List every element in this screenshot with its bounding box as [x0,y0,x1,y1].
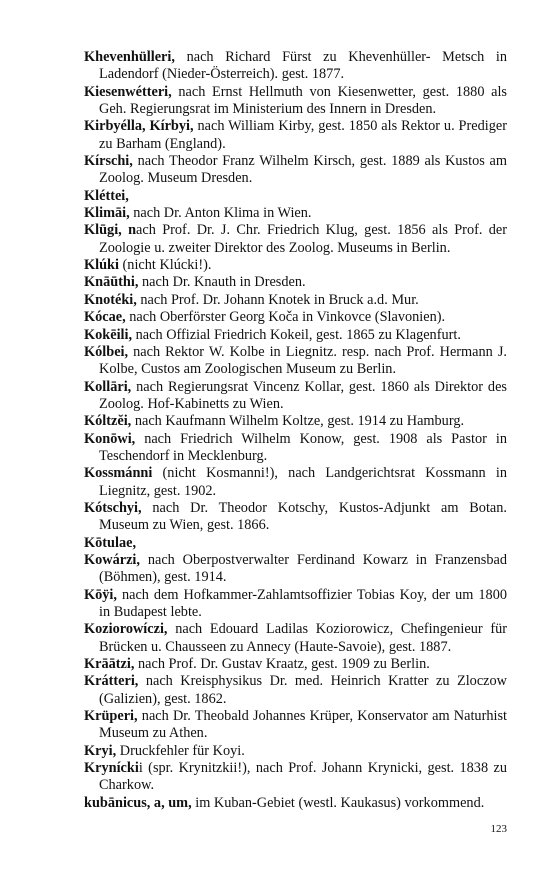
entry-headword: Klimāi, [84,205,130,222]
entry-headword: Kryi, [84,742,117,759]
entry-headword: Kírschi, [84,153,133,170]
entry-definition: nach Oberpostverwalter Ferdinand Kowarz in Franzensbad (Böhmen), gest. 1914. [99,551,507,586]
entry-definition: nach Kaufmann Wilhelm Koltze, gest. 1914 zu Hamburg. [131,413,465,430]
entry-headword: Kōtulae, [84,534,137,551]
dictionary-entry [84,535,507,552]
entry-definition: (nicht Klúcki!). [118,257,212,274]
entry-definition: (nicht Kosmanni!), nach Landgerichtsrat Kossmann in Liegnitz, gest. 1902. [99,465,507,499]
entry-headword: Kollāri, [84,378,132,395]
entry-definition: nach Ernst Hellmuth von Kiesenwetter, gest. 1880 als Geh. Regierungsrat im Ministerium des Innern in Dresden. [99,83,507,118]
entry-headword: Kócae, [84,309,126,326]
entry-headword: Kowárzi, [84,551,140,568]
dictionary-entry [84,153,507,188]
entry-headword: Koziorowíczi, [84,621,168,638]
dictionary-entry [84,309,507,326]
entry-headword: Kōÿi, [84,586,117,603]
entry-headword: Kléttei, [84,187,129,204]
entry-headword: Klúki [84,257,119,274]
dictionary-entry [84,708,507,743]
dictionary-entry [84,188,507,205]
dictionary-entry [84,795,507,812]
dictionary-entry [84,327,507,344]
dictionary-entry [84,292,507,309]
entry-definition: nach Rektor W. Kolbe in Liegnitz. resp. nach Prof. Hermann J. Kolbe, Custos am Zoologischen Museum zu Berlin. [99,343,507,378]
dictionary-entry [84,656,507,673]
entry-definition: nach Regierungsrat Vincenz Kollar, gest. 1860 als Direktor des Zoolog. Hof-Kabinetts zu Wien. [99,378,507,412]
entry-headword: Krátteri, [84,673,139,690]
dictionary-entry [84,587,507,622]
entry-definition: nach Prof. Dr. Gustav Kraatz, gest. 1909 zu Berlin. [134,656,430,673]
entry-definition: nach Kreisphysikus Dr. med. Heinrich Kratter zu Zloczow (Galizien), gest. 1862. [99,673,507,707]
entry-definition: ach Prof. Dr. J. Chr. Friedrich Klug, gest. 1856 als Prof. der Zoologie u. zweiter Direktor des Zoolog. Museums in Berlin. [99,222,508,256]
dictionary-entry [84,552,507,587]
dictionary-entry [84,222,507,257]
dictionary-entry [84,743,507,760]
entry-headword: Khevenhülleri, [84,49,175,65]
entry-definition: nach Friedrich Wilhelm Konow, gest. 1908 als Pastor in Teschendorf in Mecklenburg. [99,430,507,464]
entry-definition: nach Richard Fürst zu Khevenhüller- Metsch in Ladendorf (Nieder-Österreich). gest. 1877. [99,49,507,83]
entry-definition: nach dem Hofkammer-Zahlamtsoffizier Tobias Koy, der um 1800 in Budapest lebte. [99,586,507,620]
dictionary-entry [84,500,507,535]
dictionary-entry [84,760,507,795]
dictionary-entry [84,379,507,414]
dictionary-entry [84,465,507,500]
entry-headword: Kóltzĕi, [84,413,132,430]
entry-headword: Kótschyi, [84,499,142,516]
entry-headword: Kokēili, [84,326,133,343]
dictionary-entry [84,84,507,119]
entry-definition: nach Edouard Ladilas Koziorowicz, Chefingenieur für Brücken u. Chausseen zu Annecy (Haute-Savoie), gest. 1887. [99,621,507,655]
entry-definition: nach Dr. Anton Klima in Wien. [129,205,312,222]
entry-definition: nach William Kirby, gest. 1850 als Rektor u. Prediger zu Barham (England). [99,118,507,152]
entry-headword: Knāūthi, [84,274,139,291]
entry-definition: nach Dr. Knauth in Dresden. [138,274,306,291]
dictionary-entry [84,274,507,291]
entry-headword: Kirbyélla, Kírbyi, [84,118,194,135]
entry-definition: nach Prof. Dr. Johann Knotek in Bruck a.d. Mur. [136,291,419,308]
page-number: 123 [490,823,507,835]
entry-list [84,49,507,812]
dictionary-entry [84,118,507,153]
dictionary-entry [84,413,507,430]
entry-definition: nach Dr. Theodor Kotschy, Kustos-Adjunkt am Botan. Museum zu Wien, gest. 1866. [99,499,507,534]
entry-headword: Kossmánni [84,465,153,482]
dictionary-entry [84,344,507,379]
entry-headword: Kólbei, [84,343,129,360]
entry-headword: Konōwi, [84,430,136,447]
dictionary-entry [84,257,507,274]
entry-headword: Kiesenwétteri, [84,83,172,100]
dictionary-entry [84,621,507,656]
entry-headword: Krāātzi, [84,656,135,673]
entry-headword: Knotéki, [84,291,137,308]
entry-definition: nach Offizial Friedrich Kokeil, gest. 1865 zu Klagenfurt. [132,326,461,343]
dictionary-entry [84,673,507,708]
dictionary-entry [84,49,507,84]
entry-definition: Druckfehler für Koyi. [116,742,245,759]
entry-definition: i (spr. Krynitzkii!), nach Prof. Johann Krynicki, gest. 1838 zu Charkow. [99,760,507,794]
entry-definition: nach Theodor Franz Wilhelm Kirsch, gest. 1889 als Kustos am Zoolog. Museum Dresden. [99,153,507,187]
dictionary-entry [84,431,507,466]
entry-headword: Krüperi, [84,708,138,725]
entry-headword: kubānicus, a, um, [84,794,192,811]
entry-headword: Krynícki [84,760,139,777]
entry-definition: nach Dr. Theobald Johannes Krüper, Konservator am Naturhist Museum zu Athen. [99,708,507,742]
entry-definition: im Kuban-Gebiet (westl. Kaukasus) vorkommend. [191,794,485,811]
entry-headword: Klūgi, n [84,222,137,239]
dictionary-entry [84,205,507,222]
entry-definition: nach Oberförster Georg Koča in Vinkovce (Slavonien). [125,309,446,326]
